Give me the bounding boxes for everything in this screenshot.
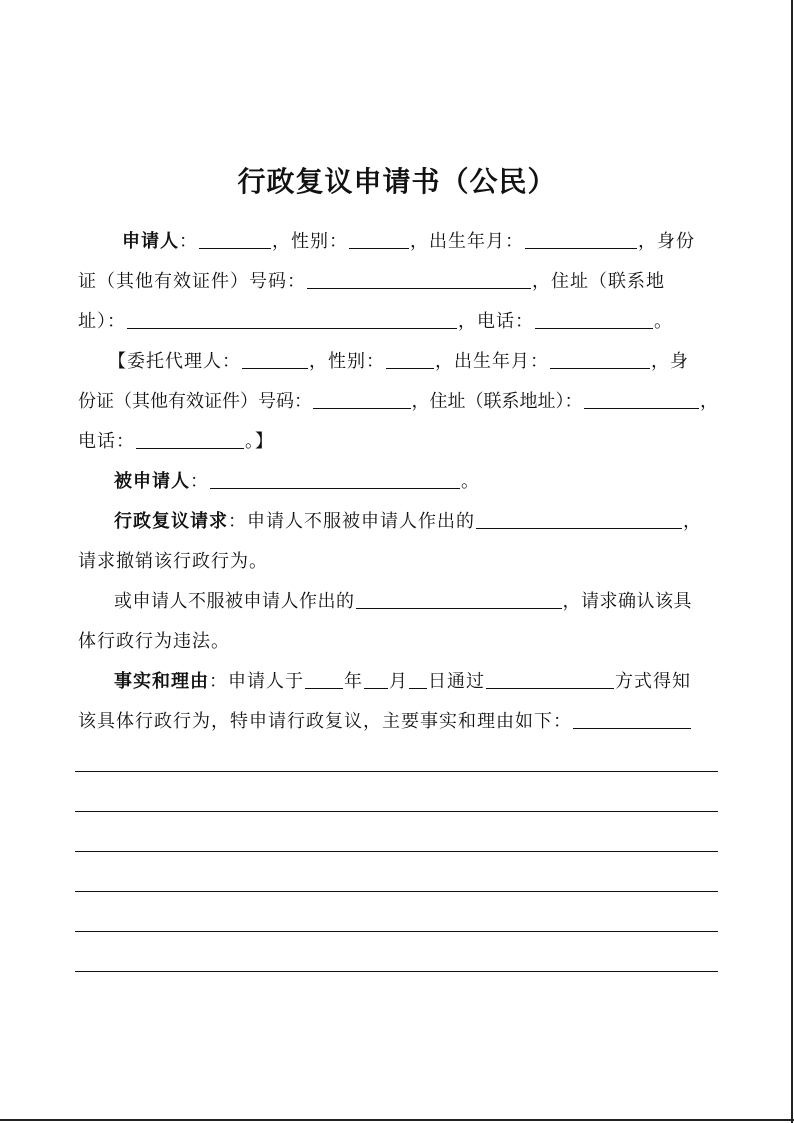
agent-birth-label: ，出生年月： xyxy=(435,351,549,372)
agent-address-label: ，住址（联系地址）： xyxy=(411,391,583,412)
agent-close: 。】 xyxy=(245,431,274,452)
agent-open-label: 【委托代理人： xyxy=(108,351,241,372)
facts-year-field[interactable] xyxy=(305,670,343,689)
facts-year-label: 年 xyxy=(344,671,363,692)
request-text-3: 或申请人不服被申请人作出的 xyxy=(114,591,355,612)
applicant-line-3 xyxy=(78,293,718,333)
respondent-colon: ： xyxy=(190,471,209,492)
request-line-1 xyxy=(78,493,718,533)
agent-birth-field[interactable] xyxy=(550,350,650,369)
request-text-1: 申请人不服被申请人作出的 xyxy=(247,511,475,532)
facts-method-field[interactable] xyxy=(486,670,614,689)
applicant-id-prefix: ，身份 xyxy=(638,231,695,252)
respondent-end: 。 xyxy=(461,471,480,492)
applicant-line-1 xyxy=(78,213,718,253)
facts-line-1 xyxy=(78,653,718,693)
request-line-2 xyxy=(78,533,718,573)
request-colon: ： xyxy=(228,511,247,532)
respondent-line xyxy=(78,453,718,493)
agent-id-field[interactable] xyxy=(313,390,411,409)
writing-line[interactable] xyxy=(75,931,718,932)
agent-address-field[interactable] xyxy=(584,390,699,409)
agent-line-2 xyxy=(78,373,718,413)
request-text-2: 请求撤销该行政行为。 xyxy=(78,551,268,572)
facts-text-2: 该具体行政行为，特申请行政复议，主要事实和理由如下： xyxy=(78,711,572,732)
writing-line[interactable] xyxy=(75,771,718,772)
applicant-gender-label: ，性别： xyxy=(272,231,348,252)
agent-gender-label: ，性别： xyxy=(309,351,385,372)
writing-line[interactable] xyxy=(75,811,718,812)
agent-phone-label: 电话： xyxy=(78,431,135,452)
request-confirm-field[interactable] xyxy=(356,590,562,609)
applicant-label: 申请人 xyxy=(122,231,179,252)
applicant-phone-field[interactable] xyxy=(535,310,653,329)
agent-comma: ， xyxy=(700,391,718,412)
agent-line-3 xyxy=(78,413,718,453)
facts-method-label: 方式得知 xyxy=(615,671,691,692)
facts-reason-field[interactable] xyxy=(573,710,691,729)
facts-month-field[interactable] xyxy=(364,670,388,689)
agent-name-field[interactable] xyxy=(242,350,308,369)
writing-line[interactable] xyxy=(75,971,718,972)
applicant-colon: ： xyxy=(179,231,198,252)
writing-line[interactable] xyxy=(75,891,718,892)
facts-line-2 xyxy=(78,693,718,733)
request-label: 行政复议请求 xyxy=(114,511,228,532)
applicant-gender-field[interactable] xyxy=(349,230,409,249)
applicant-id-field[interactable] xyxy=(307,270,531,289)
request-alt-line-2 xyxy=(78,613,718,653)
applicant-line-2 xyxy=(78,253,718,293)
applicant-phone-label: ，电话： xyxy=(458,311,534,332)
facts-text-1: 申请人于 xyxy=(228,671,304,692)
agent-line-1 xyxy=(78,333,718,373)
page-title: 行政复议申请书（公民） xyxy=(237,165,557,198)
facts-label: 事实和理由 xyxy=(114,671,209,692)
request-revoke-field[interactable] xyxy=(476,510,682,529)
respondent-label: 被申请人 xyxy=(114,471,190,492)
applicant-address-prefix: ，住址（联系地 xyxy=(532,271,665,292)
applicant-birth-field[interactable] xyxy=(525,230,637,249)
applicant-id-label: 证（其他有效证件）号码： xyxy=(78,271,306,292)
facts-colon: ： xyxy=(209,671,228,692)
applicant-birth-label: ，出生年月： xyxy=(410,231,524,252)
facts-day-field[interactable] xyxy=(409,670,427,689)
facts-month-label: 月 xyxy=(389,671,408,692)
agent-id-label: 份证（其他有效证件）号码： xyxy=(78,391,312,412)
applicant-end: 。 xyxy=(654,311,673,332)
applicant-address-field[interactable] xyxy=(127,310,457,329)
page-border-bottom xyxy=(0,1119,794,1121)
applicant-address-label: 址）： xyxy=(78,311,126,332)
applicant-name-field[interactable] xyxy=(199,230,271,249)
agent-phone-field[interactable] xyxy=(136,430,244,449)
request-text-5: 体行政行为违法。 xyxy=(78,631,230,652)
agent-id-prefix: ，身 xyxy=(651,351,689,372)
facts-day-label: 日通过 xyxy=(428,671,485,692)
request-text-4: ，请求确认该具 xyxy=(562,591,692,612)
writing-line[interactable] xyxy=(75,851,718,852)
request-comma: ， xyxy=(683,511,702,532)
respondent-field[interactable] xyxy=(210,470,460,489)
request-alt-line-1 xyxy=(78,573,718,613)
agent-gender-field[interactable] xyxy=(386,350,434,369)
